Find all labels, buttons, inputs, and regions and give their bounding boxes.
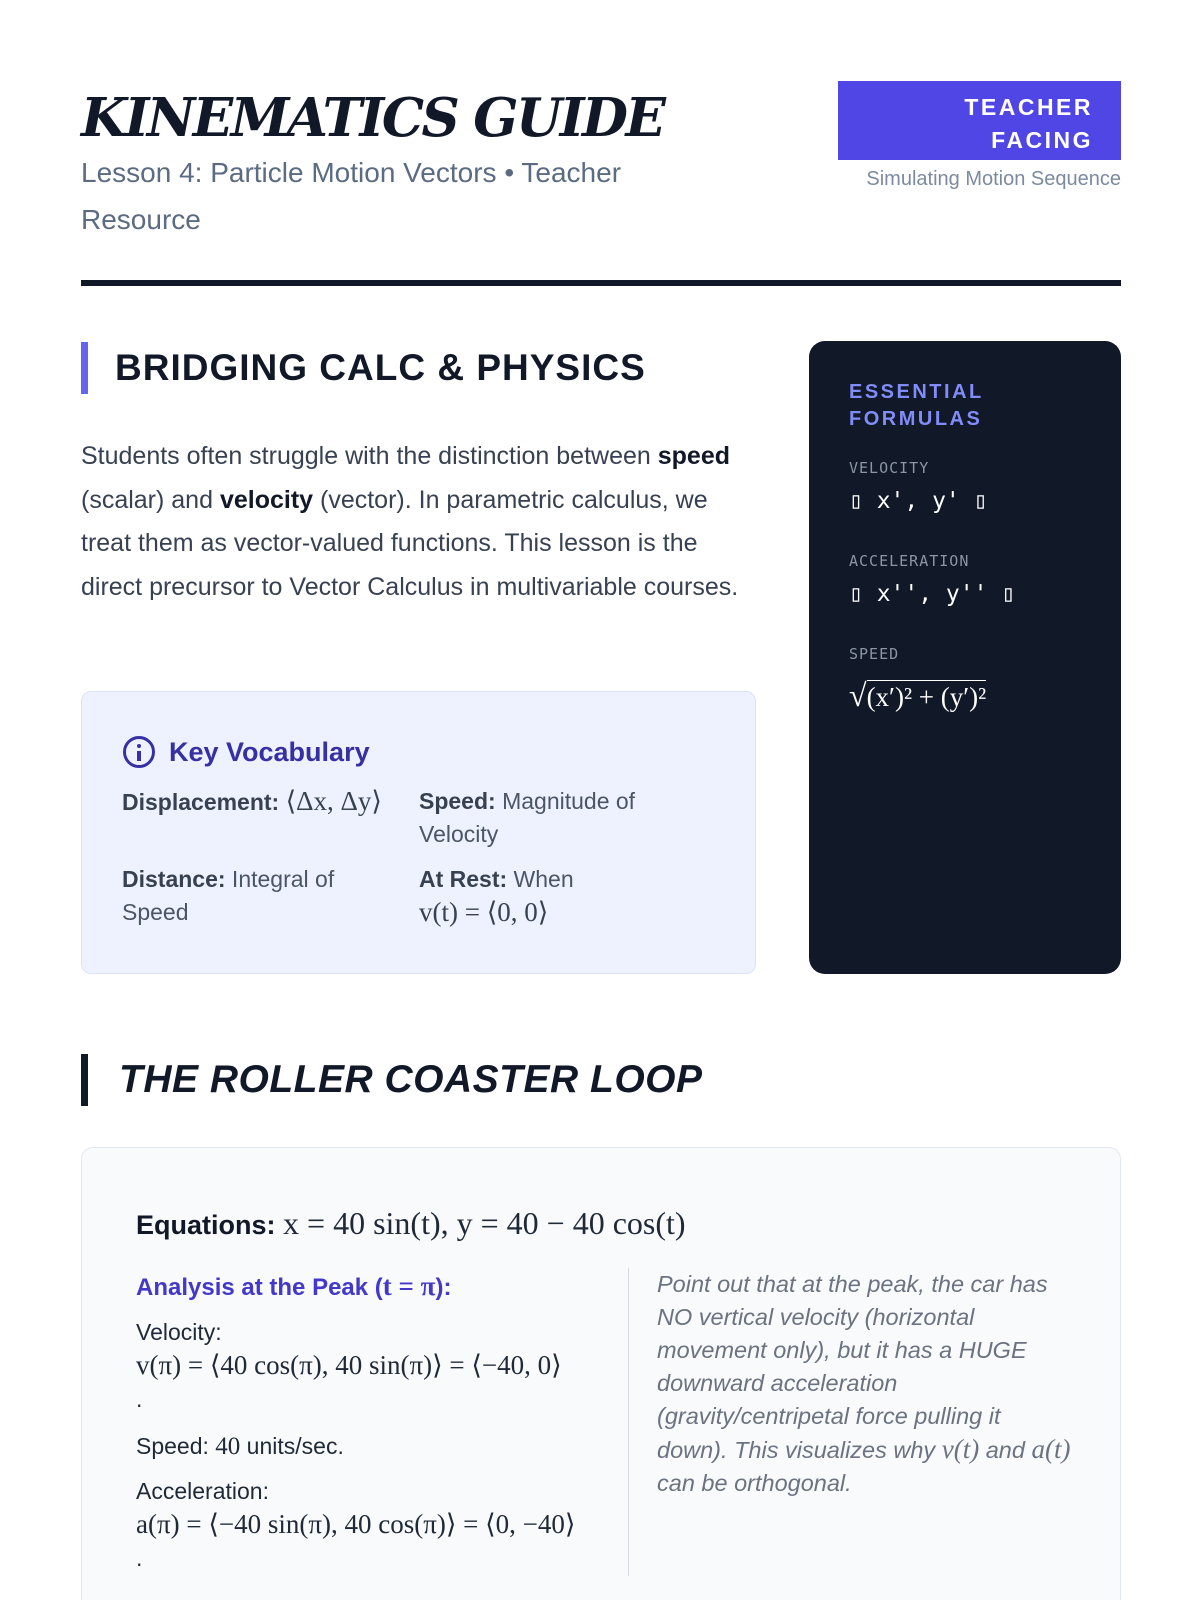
vocab-header <box>123 734 370 770</box>
essential-formulas-card <box>809 341 1121 974</box>
vocab-item-distance <box>122 863 392 929</box>
note-acceleration-math: a(t) <box>1031 1434 1071 1464</box>
velocity-formula: ▯ x', y' ▯ <box>849 488 988 514</box>
section-heading-bridging: BRIDGING CALC & PHYSICS <box>81 342 646 394</box>
acceleration-analysis-math: a(π) = ⟨−40 sin(π), 40 cos(π)⟩ = ⟨0, −40⟩ <box>136 1509 576 1539</box>
velocity-period: . <box>136 1386 143 1412</box>
speed-formula <box>849 677 986 714</box>
intro-speed-term: speed <box>657 442 731 470</box>
analysis-title-math: t = π <box>382 1271 436 1301</box>
speed-analysis <box>136 1430 636 1463</box>
teacher-facing-badge <box>838 81 1121 160</box>
badge-line-2: FACING <box>991 127 1093 153</box>
note-velocity-math: v(t) <box>941 1434 980 1464</box>
velocity-analysis <box>136 1316 636 1416</box>
vocab-term: Speed: <box>419 788 496 814</box>
equations-label: Equations: <box>136 1210 276 1240</box>
intro-text-3: (vector). In parametric calculus, we treat them as vector-valued functions. This lesson is the direct precursor to Vector Calculus in multivariable courses. <box>81 485 739 601</box>
intro-velocity-term: velocity <box>219 485 314 514</box>
analysis-title <box>136 1268 636 1306</box>
velocity-formula-label: VELOCITY <box>849 459 930 477</box>
acceleration-analysis-label: Acceleration: <box>136 1478 269 1504</box>
vocab-math: ⟨Δx, Δy⟩ <box>285 786 382 816</box>
vocab-definition: When <box>507 866 574 892</box>
vocab-item-displacement <box>122 785 412 819</box>
velocity-analysis-label: Velocity: <box>136 1319 222 1345</box>
page-subtitle: Lesson 4: Particle Motion Vectors • Teacher Resource <box>81 157 622 235</box>
key-vocabulary-box <box>81 691 756 974</box>
acceleration-formula: ▯ x'', y'' ▯ <box>849 581 1016 607</box>
acceleration-analysis <box>136 1475 636 1575</box>
info-icon <box>123 736 155 768</box>
teacher-note <box>657 1268 1077 1500</box>
note-text: Point out that at the peak, the car has NO vertical velocity (horizontal movement only), but it has a HUGE downward acceleration (gravity/centripetal force pulling it down). This visualizes why <box>657 1271 1048 1463</box>
equations-line <box>136 1205 686 1242</box>
roller-coaster-box <box>81 1147 1121 1600</box>
vocab-math: v(t) = ⟨0, 0⟩ <box>419 897 549 927</box>
badge-line-1: TEACHER <box>964 94 1093 120</box>
peak-analysis <box>136 1268 636 1575</box>
vocab-item-at-rest <box>419 863 719 930</box>
speed-formula-radicand: (x′)² + (y′)² <box>866 682 987 712</box>
note-and: and <box>979 1437 1032 1463</box>
badge-caption: Simulating Motion Sequence <box>866 168 1121 190</box>
speed-analysis-math: 40 <box>215 1433 241 1460</box>
page-header <box>81 80 1121 286</box>
formulas-title: ESSENTIAL FORMULAS <box>849 381 984 430</box>
note-end: can be orthogonal. <box>657 1470 852 1496</box>
analysis-title-text: Analysis at the Peak ( <box>136 1274 383 1301</box>
speed-analysis-unit: units/sec. <box>240 1433 344 1459</box>
vocab-item-speed <box>419 785 719 851</box>
vocab-term: Displacement: <box>122 789 280 815</box>
column-divider <box>628 1268 629 1576</box>
analysis-title-end: ): <box>435 1274 452 1301</box>
vocab-term: At Rest: <box>419 866 508 892</box>
vocab-definition: Magnitude of Velocity <box>419 788 636 847</box>
document-page <box>81 0 1121 1600</box>
acceleration-period: . <box>136 1545 143 1571</box>
section-heading-roller-coaster: THE ROLLER COASTER LOOP <box>81 1054 703 1106</box>
speed-formula-label: SPEED <box>849 645 900 663</box>
vocab-term: Distance: <box>122 866 226 892</box>
equations-math: x = 40 sin(t), y = 40 − 40 cos(t) <box>283 1205 686 1241</box>
speed-analysis-label: Speed: <box>136 1433 209 1459</box>
intro-text-2: (scalar) and <box>81 485 220 514</box>
vocab-definition: Integral of Speed <box>122 866 335 925</box>
intro-paragraph <box>81 435 761 609</box>
sqrt-symbol: √ <box>849 677 867 713</box>
page-title: KINEMATICS GUIDE <box>81 87 664 149</box>
intro-text-1: Students often struggle with the distinction between <box>81 442 658 470</box>
vocab-title: Key Vocabulary <box>169 736 370 767</box>
velocity-analysis-math: v(π) = ⟨40 cos(π), 40 sin(π)⟩ = ⟨−40, 0⟩ <box>136 1350 562 1380</box>
acceleration-formula-label: ACCELERATION <box>849 552 970 570</box>
